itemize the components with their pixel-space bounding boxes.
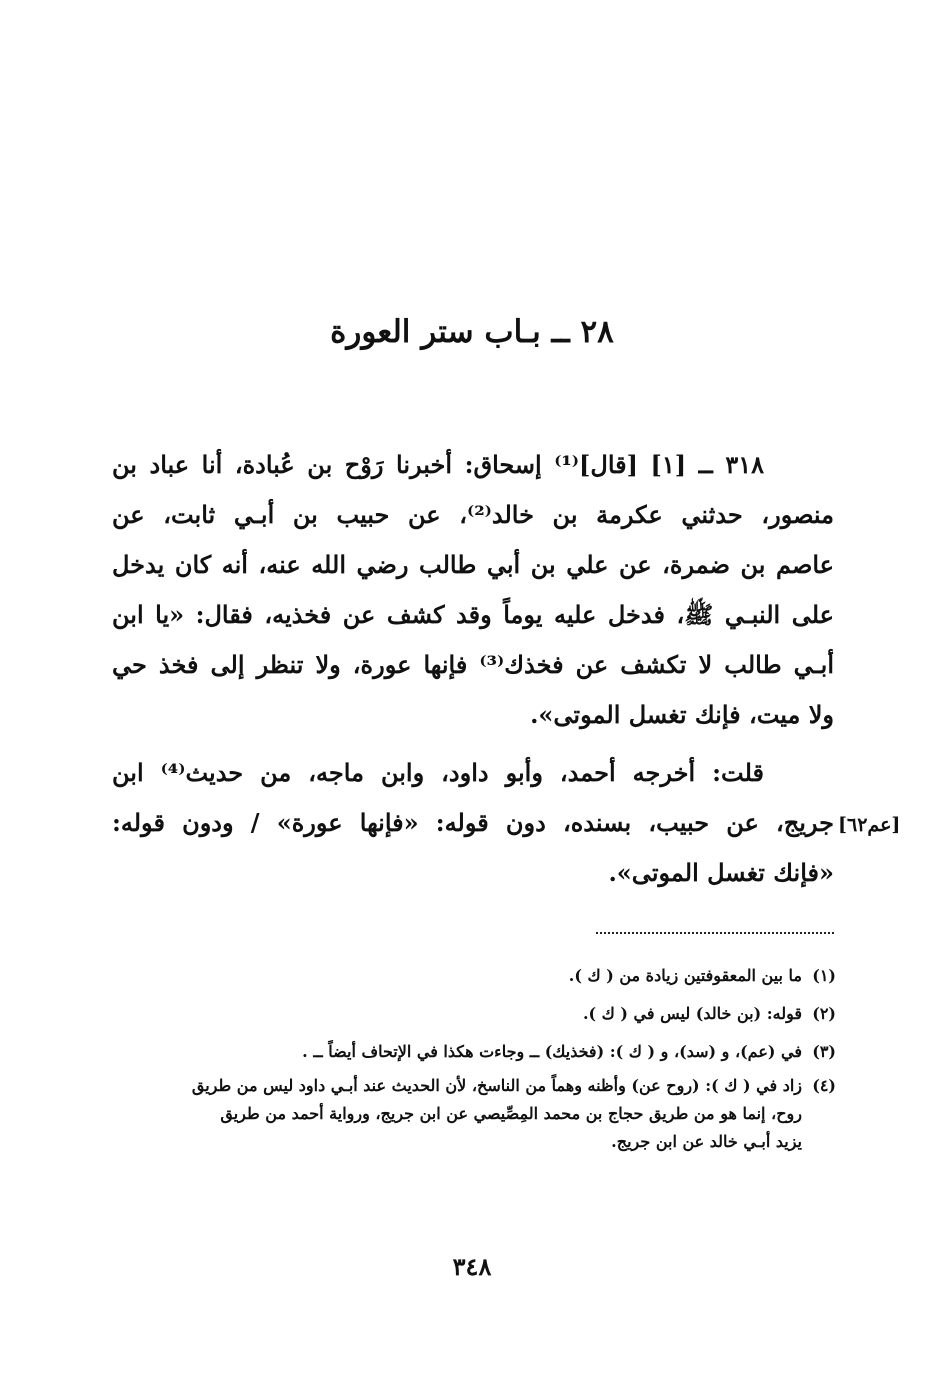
footnote [112, 1038, 836, 1066]
footnote-number: (٣) [812, 1042, 836, 1061]
hadith-paragraph [112, 440, 834, 740]
footnote-text: روح، إنما هو من طريق حجاج بن محمد المِصِّيصي عن ابن جريج، ورواية أحمد من طريق [220, 1104, 802, 1123]
footnote [112, 962, 836, 990]
footnote [112, 1072, 836, 1156]
footnote-text: في (عم)، و (سد)، و ( ك ): (فخذيك) ــ وجاءت هكذا في الإتحاف أيضاً ــ . [302, 1042, 802, 1061]
footnote-number: (٤) [812, 1076, 836, 1095]
page-number: ٣٤٨ [452, 1252, 492, 1281]
footnote [112, 1000, 836, 1028]
hadith-line: منصور، حدثني عكرمة بن خالد⁽²⁾، عن حبيب بن أبـي ثابت، عن [112, 500, 834, 529]
commentary-line: قلت: أخرجه أحمد، وأبو داود، وابن ماجه، من حديث⁽⁴⁾ ابن [112, 758, 764, 787]
footnote-number: (٢) [812, 1004, 836, 1023]
footnote-text: ما بين المعقوفتين زيادة من ( ك ). [568, 966, 802, 985]
hadith-line: عاصم بن ضمرة، عن علي بن أبي طالب رضي الله عنه، أنه كان يدخل [112, 550, 834, 579]
hadith-line: أبـي طالب لا تكشف عن فخذك⁽³⁾ فإنها عورة، ولا تنظر إلى فخذ حي [112, 650, 834, 679]
footnote-text: قوله: (بن خالد) ليس في ( ك ). [582, 1004, 802, 1023]
footnote-number: (١) [812, 966, 836, 985]
commentary-line: «فإنك تغسل الموتى». [608, 858, 834, 887]
footnote-text: يزيد أبـي خالد عن ابن جريج. [611, 1132, 802, 1151]
chapter-title: ٢٨ ــ بـاب ستر العورة [330, 314, 614, 350]
footnote-separator [596, 932, 834, 934]
manuscript-margin-reference: [عم٦٢] [838, 814, 901, 836]
hadith-line: ولا ميت، فإنك تغسل الموتى». [530, 700, 834, 729]
commentary-line: جريج، عن حبيب، بسنده، دون قوله: «فإنها عورة» / ودون قوله: [112, 808, 834, 837]
commentary-paragraph [112, 748, 834, 898]
hadith-line: ٣١٨ ــ [١] [قال]⁽¹⁾ إسحاق: أخبرنا رَوْح بن عُبادة، أنا عباد بن [112, 450, 764, 479]
footnote-text: زاد في ( ك ): (روح عن) وأظنه وهماً من الناسخ، لأن الحديث عند أبـي داود ليس من طريق [191, 1076, 802, 1095]
hadith-line: على النبـي ﷺ، فدخل عليه يوماً وقد كشف عن فخذيه، فقال: «يا ابن [112, 600, 834, 629]
footnotes [112, 962, 836, 1156]
